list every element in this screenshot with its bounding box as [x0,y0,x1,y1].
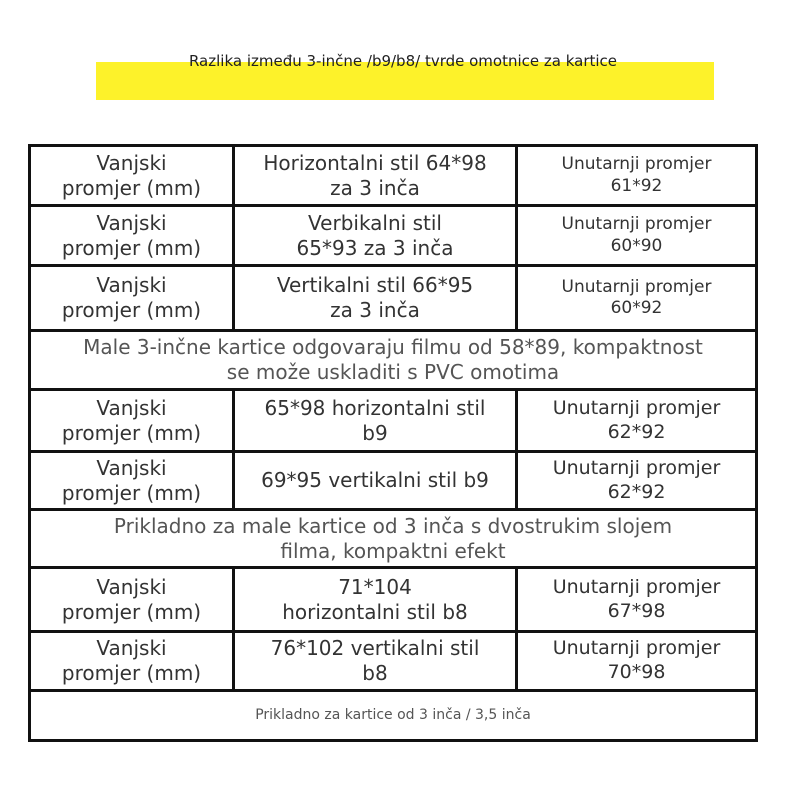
page-title: Razlika između 3-inčne /b9/b8/ tvrde omotnice za kartice [188,52,618,70]
table-row [31,633,755,692]
table-row [31,147,755,207]
inner-diameter: Unutarnji promjer 60*92 [561,276,712,318]
table-row [31,267,755,332]
footer-note: Prikladno za kartice od 3 inča / 3,5 inča [255,706,531,723]
table-row-note [31,332,755,391]
table-row [31,569,755,633]
sleeve-style: Horizontalni stil 64*98 za 3 inča [235,147,518,204]
outer-diameter-label: Vanjski promjer (mm) [31,633,235,689]
inner-diameter: Unutarnji promjer 62*92 [552,456,721,503]
inner-diameter: Unutarnji promjer 70*98 [552,637,721,683]
sleeve-style: 71*104 horizontalni stil b8 [235,569,518,630]
outer-diameter-label: Vanjski promjer (mm) [31,267,235,329]
outer-diameter-label: Vanjski promjer (mm) [31,391,235,450]
inner-diameter: Unutarnji promjer 61*92 [561,154,712,196]
outer-diameter-label: Vanjski promjer (mm) [31,147,235,204]
sleeve-style: Verbikalni stil 65*93 za 3 inča [235,207,518,264]
table-row [31,391,755,453]
outer-diameter-label: Vanjski promjer (mm) [31,569,235,630]
outer-diameter-label: Vanjski promjer (mm) [31,453,235,508]
note-text: Male 3-inčne kartice odgovaraju filmu od 58*89, kompaktnost se može uskladiti s PVC omotima [83,335,703,384]
note-text: Prikladno za male kartice od 3 inča s dvostrukim slojem filma, kompaktni efekt [113,513,673,563]
comparison-table [28,144,758,742]
inner-diameter: Unutarnji promjer 67*98 [552,575,721,622]
table-row-footer [31,692,755,739]
inner-diameter: Unutarnji promjer 62*92 [552,396,721,443]
inner-diameter: Unutarnji promjer 60*90 [561,214,712,256]
outer-diameter-label: Vanjski promjer (mm) [31,207,235,264]
sleeve-style: Vertikalni stil 66*95 za 3 inča [235,267,518,329]
table-row-note [31,511,755,569]
sleeve-style: 65*98 horizontalni stil b9 [235,391,518,450]
sleeve-style: 76*102 vertikalni stil b8 [235,633,518,689]
table-row [31,207,755,267]
table-row [31,453,755,511]
sleeve-style: 69*95 vertikalni stil b9 [235,453,518,508]
